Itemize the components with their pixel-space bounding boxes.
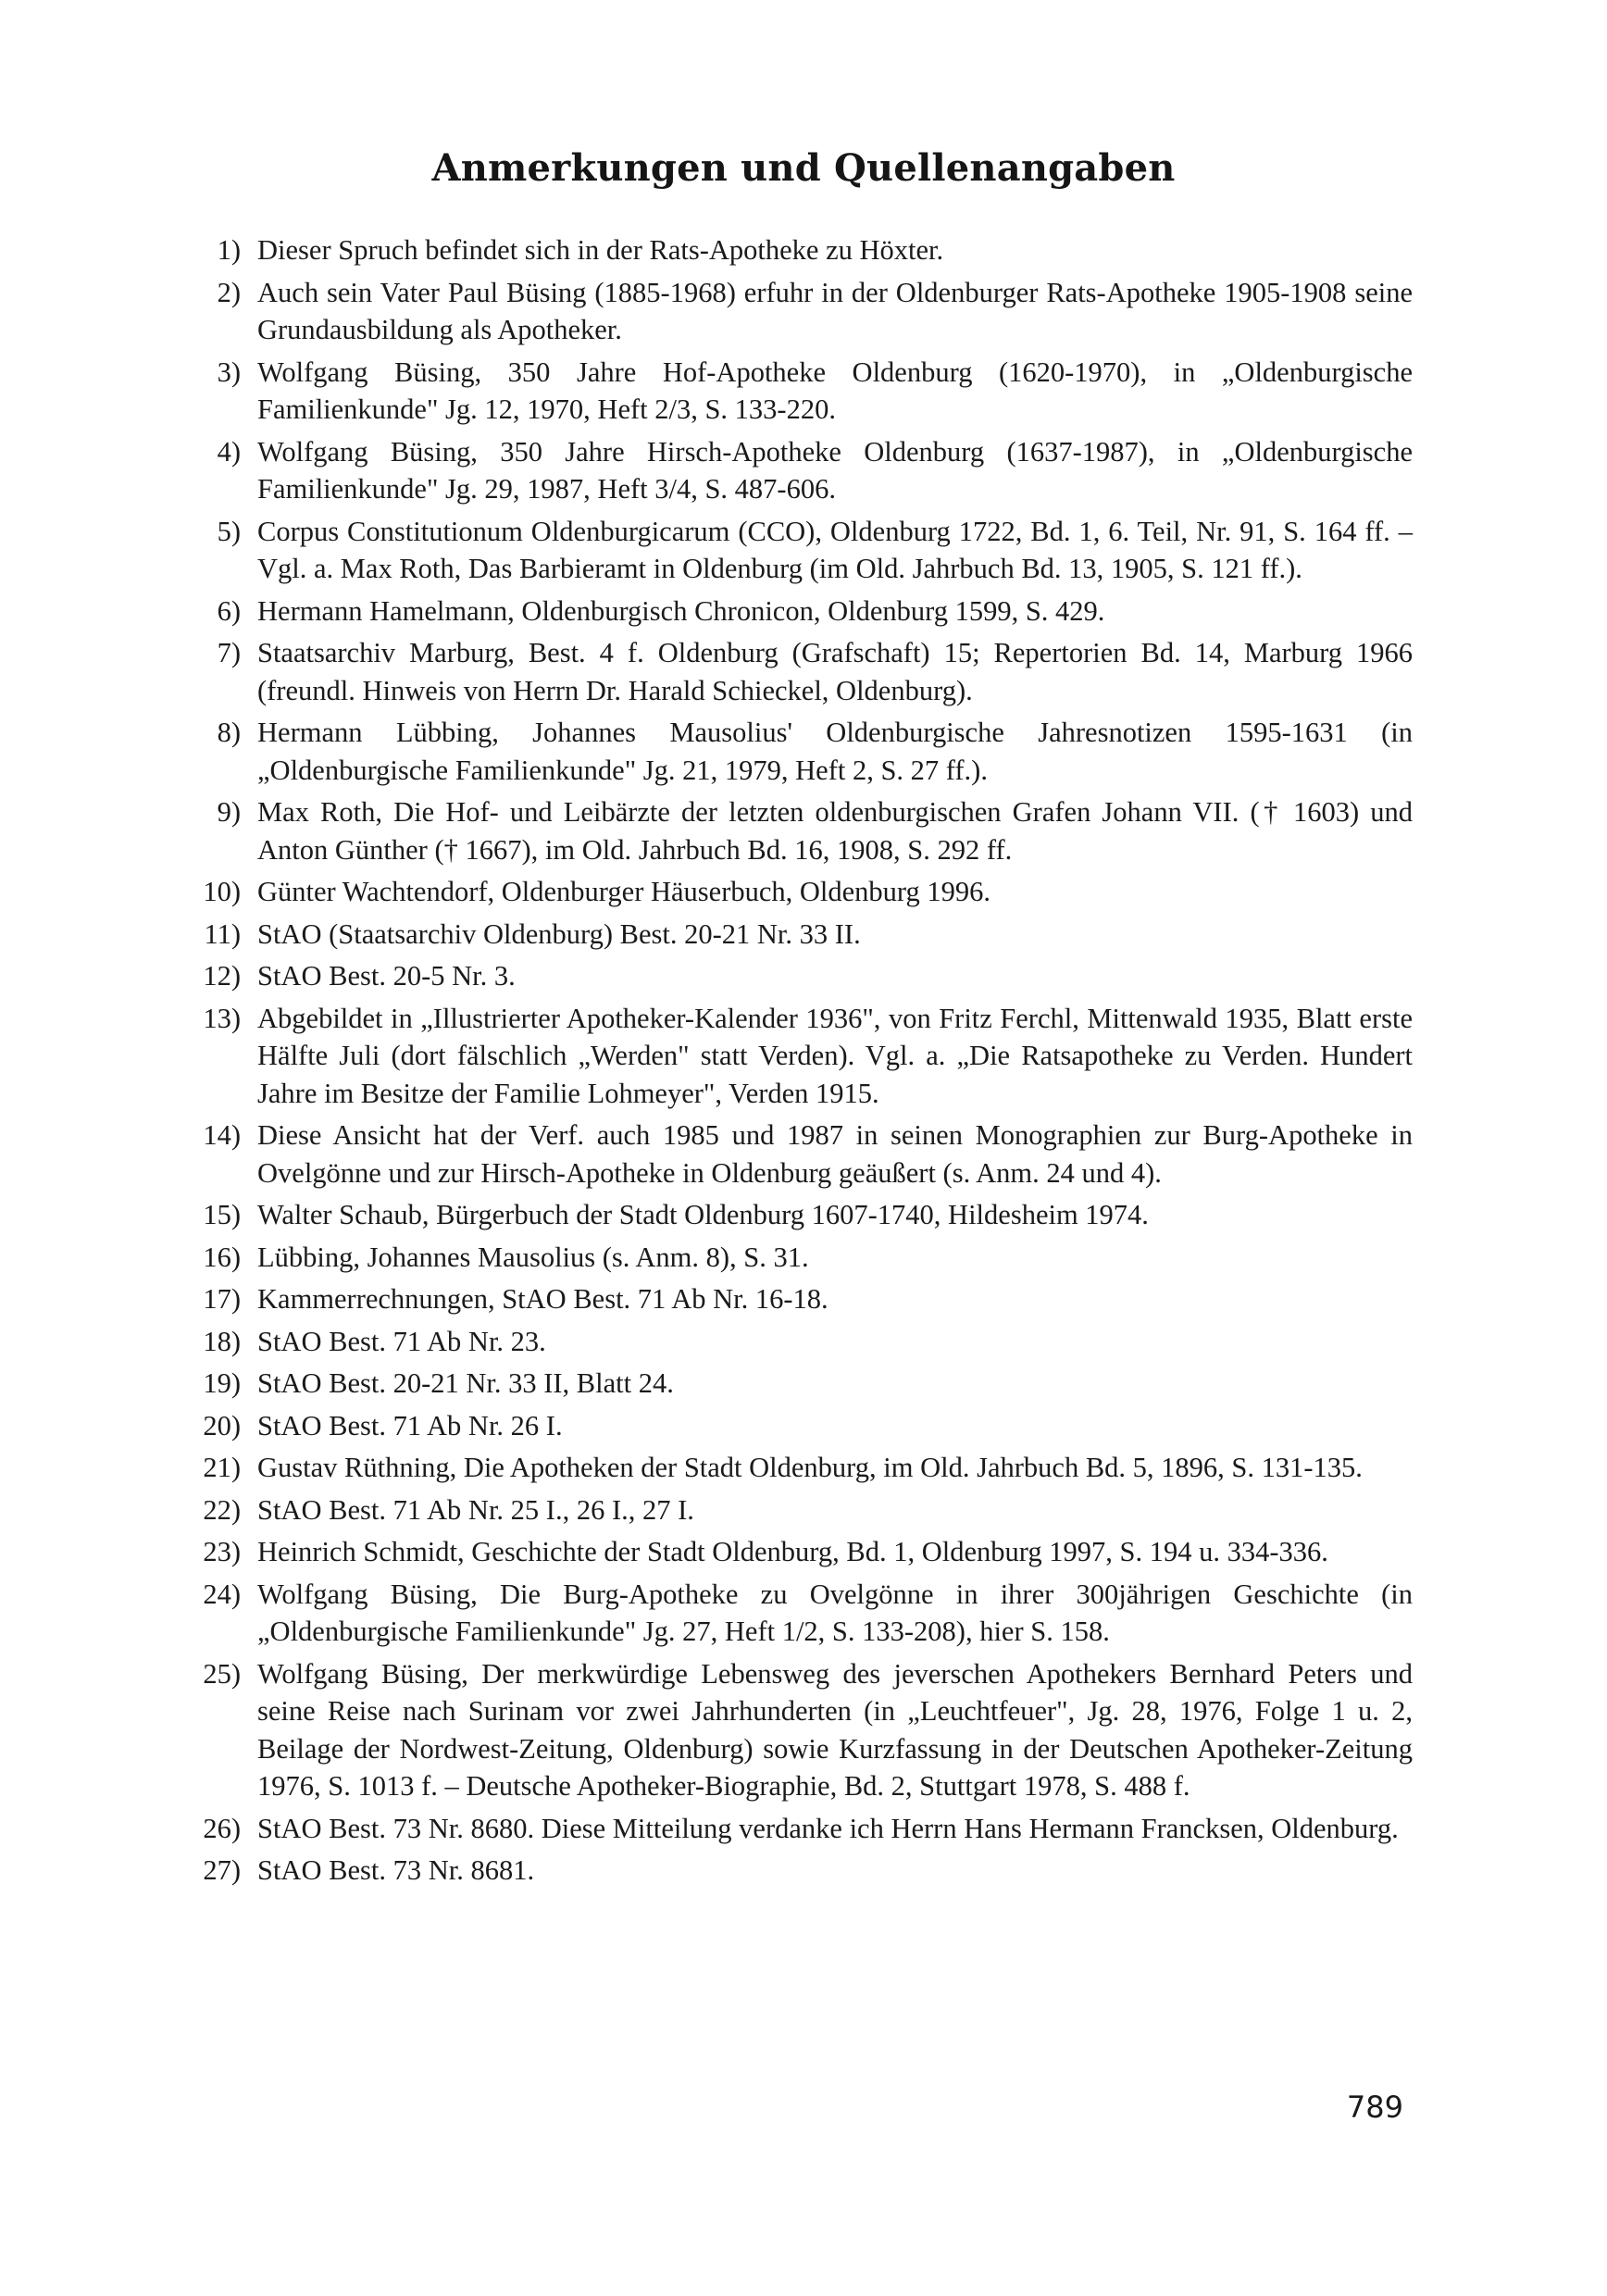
- footnote-item: [181, 1196, 1413, 1234]
- footnote-text: StAO Best. 20-5 Nr. 3.: [257, 960, 516, 992]
- footnote-item: [181, 1000, 1413, 1113]
- footnote-number: 13): [203, 1002, 241, 1034]
- footnote-item: [181, 1449, 1413, 1487]
- footnote-text: Wolfgang Büsing, 350 Jahre Hof-Apotheke Oldenburg (1620-1970), in „Oldenburgische Familienkunde" Jg. 12, 1970, Heft 2/3, S. 133-220.: [257, 356, 1413, 425]
- footnote-number: 2): [217, 276, 241, 308]
- footnote-number: 16): [203, 1241, 241, 1273]
- footnote-item: [181, 1239, 1413, 1277]
- footnote-text: Heinrich Schmidt, Geschichte der Stadt Oldenburg, Bd. 1, Oldenburg 1997, S. 194 u. 334-336.: [257, 1536, 1328, 1567]
- footnote-text: StAO Best. 71 Ab Nr. 25 I., 26 I., 27 I.: [257, 1493, 694, 1526]
- footnote-text: Staatsarchiv Marburg, Best. 4 f. Oldenburg (Grafschaft) 15; Repertorien Bd. 14, Marburg 1966 (freundl. Hinweis von Herrn Dr. Harald Schieckel, Oldenburg).: [257, 637, 1413, 706]
- footnote-number-cell: [181, 1576, 257, 1614]
- footnote-text: Max Roth, Die Hof- und Leibärzte der letzten oldenburgischen Grafen Johann VII. († 1603) und Anton Günther († 1667), im Old. Jahrbuch Bd. 16, 1908, S. 292 ff.: [257, 796, 1413, 866]
- footnote-number-cell: [181, 1280, 257, 1318]
- footnote-number-cell: [181, 1196, 257, 1234]
- footnote-number-cell: [181, 1323, 257, 1361]
- footnote-item: [181, 1365, 1413, 1403]
- footnote-text: Corpus Constitutionum Oldenburgicarum (CCO), Oldenburg 1722, Bd. 1, 6. Teil, Nr. 91, S. 164 ff. – Vgl. a. Max Roth, Das Barbieramt in Oldenburg (im Old. Jahrbuch Bd. 13, 1905, S. 121 ff.).: [257, 515, 1413, 584]
- footnote-item: [181, 714, 1413, 789]
- footnote-text: Lübbing, Johannes Mausolius (s. Anm. 8), S. 31.: [257, 1241, 809, 1273]
- footnote-text: Dieser Spruch befindet sich in der Rats-Apotheke zu Höxter.: [257, 234, 944, 266]
- footnote-item: [181, 1323, 1413, 1361]
- footnote-text: Kammerrechnungen, StAO Best. 71 Ab Nr. 16-18.: [257, 1283, 828, 1315]
- footnote-number-cell: [181, 513, 257, 551]
- footnote-text: Wolfgang Büsing, Die Burg-Apotheke zu Ovelgönne in ihrer 300jährigen Geschichte (in „Oldenburgische Familienkunde" Jg. 27, Heft 1/2, S. 133-208), hier S. 158.: [257, 1578, 1413, 1647]
- footnote-text: StAO Best. 71 Ab Nr. 26 I.: [257, 1409, 563, 1441]
- footnote-text: Hermann Hamelmann, Oldenburgisch Chronicon, Oldenburg 1599, S. 429.: [257, 594, 1105, 627]
- footnote-text: Günter Wachtendorf, Oldenburger Häuserbuch, Oldenburg 1996.: [257, 876, 991, 907]
- footnote-number: 4): [217, 435, 241, 468]
- footnote-number-cell: [181, 354, 257, 392]
- footnote-number-cell: [181, 1449, 257, 1487]
- footnote-number-cell: [181, 1491, 257, 1529]
- footnote-number: 9): [217, 796, 241, 828]
- footnote-number-cell: [181, 274, 257, 312]
- footnote-number: 20): [203, 1409, 241, 1441]
- footnote-number-cell: [181, 231, 257, 269]
- footnote-number-cell: [181, 916, 257, 954]
- footnote-item: [181, 513, 1413, 588]
- footnote-number-cell: [181, 433, 257, 471]
- footnote-number-cell: [181, 1407, 257, 1445]
- footnote-text: StAO (Staatsarchiv Oldenburg) Best. 20-21 Nr. 33 II.: [257, 917, 861, 950]
- footnote-number: 27): [203, 1854, 241, 1886]
- notes-list: [181, 231, 1413, 1894]
- footnote-number-cell: [181, 593, 257, 630]
- footnote-text: Diese Ansicht hat der Verf. auch 1985 und 1987 in seinen Monographien zur Burg-Apotheke in Ovelgönne und zur Hirsch-Apotheke in Oldenburg geäußert (s. Anm. 24 und 4).: [257, 1119, 1413, 1189]
- footnote-number: 11): [204, 917, 241, 950]
- footnote-number: 12): [203, 960, 241, 992]
- footnote-number: 18): [203, 1325, 241, 1357]
- footnote-number: 17): [203, 1283, 241, 1315]
- footnote-item: [181, 1533, 1413, 1571]
- footnote-item: [181, 1117, 1413, 1192]
- footnote-number: 26): [203, 1812, 241, 1844]
- footnote-item: [181, 1810, 1413, 1848]
- footnote-number: 10): [203, 876, 241, 907]
- footnote-item: [181, 916, 1413, 954]
- footnote-item: [181, 1407, 1413, 1445]
- footnote-text: StAO Best. 73 Nr. 8681.: [257, 1854, 535, 1886]
- footnote-item: [181, 1280, 1413, 1318]
- footnote-text: StAO Best. 71 Ab Nr. 23.: [257, 1325, 546, 1357]
- footnote-number-cell: [181, 793, 257, 831]
- footnote-number: 22): [203, 1493, 241, 1526]
- footnote-number-cell: [181, 1655, 257, 1693]
- footnote-item: [181, 957, 1413, 995]
- footnote-number-cell: [181, 1533, 257, 1571]
- footnote-text: Gustav Rüthning, Die Apotheken der Stadt Oldenburg, im Old. Jahrbuch Bd. 5, 1896, S. 131-135.: [257, 1452, 1363, 1483]
- footnote-text: Wolfgang Büsing, 350 Jahre Hirsch-Apotheke Oldenburg (1637-1987), in „Oldenburgische Familienkunde" Jg. 29, 1987, Heft 3/4, S. 487-606.: [257, 435, 1413, 505]
- footnote-number-cell: [181, 1000, 257, 1038]
- page-title: Anmerkungen und Quellenangaben: [431, 146, 1176, 190]
- footnote-item: [181, 593, 1413, 630]
- footnote-item: [181, 1655, 1413, 1805]
- footnote-number-cell: [181, 1810, 257, 1848]
- footnote-number: 3): [217, 356, 241, 388]
- footnote-number-cell: [181, 714, 257, 752]
- footnote-number-cell: [181, 1117, 257, 1154]
- footnote-item: [181, 1491, 1413, 1529]
- footnote-number: 24): [203, 1578, 241, 1610]
- footnote-number: 25): [203, 1657, 241, 1690]
- footnote-number: 8): [217, 717, 241, 748]
- footnote-number: 23): [203, 1536, 241, 1567]
- footnote-text: StAO Best. 73 Nr. 8680. Diese Mitteilung verdanke ich Herrn Hans Hermann Francksen, Oldenburg.: [257, 1812, 1399, 1844]
- footnote-number: 15): [203, 1199, 241, 1230]
- footnote-text: Walter Schaub, Bürgerbuch der Stadt Oldenburg 1607-1740, Hildesheim 1974.: [257, 1199, 1149, 1230]
- footnote-number: 7): [217, 637, 241, 668]
- footnote-number-cell: [181, 1365, 257, 1403]
- footnote-number: 1): [217, 234, 241, 266]
- footnote-text: Hermann Lübbing, Johannes Mausolius' Oldenburgische Jahresnotizen 1595-1631 (in „Oldenburgische Familienkunde" Jg. 21, 1979, Heft 2, S. 27 ff.).: [257, 717, 1413, 786]
- footnote-number-cell: [181, 1239, 257, 1277]
- footnote-number: 6): [217, 594, 241, 627]
- footnote-item: [181, 274, 1413, 349]
- footnote-item: [181, 231, 1413, 269]
- footnote-item: [181, 433, 1413, 508]
- footnote-number: 19): [203, 1367, 241, 1399]
- footnote-number-cell: [181, 957, 257, 995]
- footnote-item: [181, 354, 1413, 429]
- footnote-number-cell: [181, 634, 257, 672]
- footnote-item: [181, 873, 1413, 911]
- footnote-text: StAO Best. 20-21 Nr. 33 II, Blatt 24.: [257, 1367, 674, 1399]
- footnote-item: [181, 793, 1413, 868]
- footnote-number-cell: [181, 873, 257, 911]
- page-number: 789: [1346, 2090, 1403, 2125]
- footnote-text: Wolfgang Büsing, Der merkwürdige Lebensweg des jeverschen Apothekers Bernhard Peters und seine Reise nach Surinam vor zwei Jahrhunderten (in „Leuchtfeuer", Jg. 28, 1976, Folge 1 u. 2, Beilage der Nordwest-Zeitung, Oldenburg) sowie Kurzfassung in der Deutschen Apotheker-Zeitung 1976, S. 1013 f. – Deutsche Apotheker-Biographie, Bd. 2, Stuttgart 1978, S. 488 f.: [257, 1657, 1413, 1802]
- footnote-number: 14): [203, 1119, 241, 1151]
- footnote-number: 5): [217, 515, 241, 547]
- footnote-item: [181, 634, 1413, 709]
- footnote-text: Auch sein Vater Paul Büsing (1885-1968) erfuhr in der Oldenburger Rats-Apotheke 1905-1908 seine Grundausbildung als Apotheker.: [257, 276, 1413, 345]
- footnote-item: [181, 1852, 1413, 1890]
- footnote-number: 21): [203, 1452, 241, 1483]
- footnote-number-cell: [181, 1852, 257, 1890]
- footnote-text: Abgebildet in „Illustrierter Apotheker-Kalender 1936", von Fritz Ferchl, Mittenwald 1935, Blatt erste Hälfte Juli (dort fälschlich „Werden" statt Verden). Vgl. a. „Die Ratsapotheke zu Verden. Hundert Jahre im Besitze der Familie Lohmeyer", Verden 1915.: [257, 1002, 1413, 1109]
- footnote-item: [181, 1576, 1413, 1651]
